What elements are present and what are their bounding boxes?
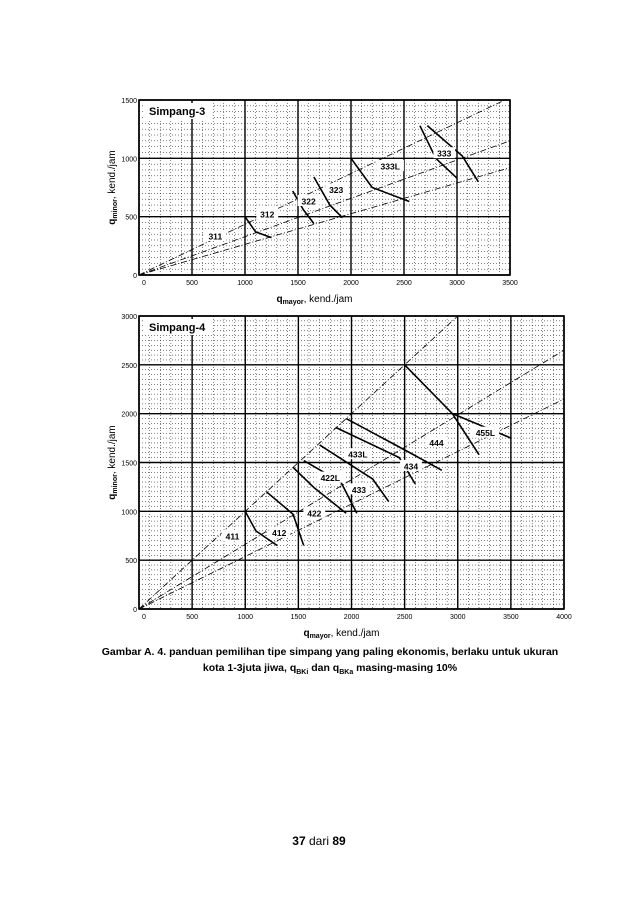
y-tick-label: 500 [125,558,137,566]
y-axis-label [107,425,119,499]
guide-line-middle [139,141,510,275]
region-label-434: 434 [403,461,419,472]
y-tick-label: 2500 [121,362,137,370]
simpang-4-chart [0,305,638,645]
x-axis-label-sub: mayor [309,633,331,640]
figure-caption [60,644,600,681]
page-total: 89 [332,834,346,848]
x-tick-label: 3000 [449,614,466,621]
y-tick-label: 1500 [121,460,137,468]
chart-title: Simpang-3 [149,106,206,118]
y-tick-label: 500 [125,214,137,222]
x-tick-label: 3500 [502,280,518,287]
x-axis-label-main: q [303,628,310,639]
region-label-444: 444 [429,437,444,448]
x-tick-label: 500 [186,614,198,621]
y-tick-label: 3000 [121,314,137,321]
y-axis-label-main: q [107,493,118,500]
x-tick-label: 1500 [290,280,306,287]
region-label-422L: 422L [320,473,340,484]
x-tick-label: 0 [142,614,146,621]
caption-text-c: masing-masing 10% [353,662,458,674]
x-tick-label: 2000 [343,280,359,287]
y-tick-label: 0 [133,273,137,280]
region-label-433L: 433L [348,449,368,460]
x-tick-label: 1000 [237,614,254,621]
y-axis-label [107,150,119,224]
page-number [0,834,638,848]
x-tick-label: 3000 [449,280,465,287]
x-axis-label-rest: , kend./jam [330,628,380,639]
x-axis-label [303,628,379,640]
x-axis-label-main: q [276,294,283,305]
region-label-411: 411 [225,531,240,542]
guide-line-lower [139,168,510,275]
region-label-455L: 455L [475,428,496,439]
caption-text-a: kota 1-3juta jiwa, q [202,662,297,674]
region-label-312: 312 [260,209,275,220]
y-tick-label: 0 [133,607,137,614]
region-label-412: 412 [272,527,287,538]
y-axis-label-rest: , kend./jam [107,150,118,200]
region-label-311: 311 [208,231,223,242]
y-tick-label: 2000 [121,411,137,419]
boundary-line [245,217,272,238]
y-axis-label-sub: minor [112,199,119,219]
x-tick-label: 4000 [556,614,572,621]
y-axis-label-sub: minor [112,474,119,494]
page-separator: dari [308,834,329,848]
region-label-322: 322 [301,196,316,207]
x-tick-label: 1000 [237,280,253,287]
region-label-333: 333 [437,148,452,159]
chart-title: Simpang-4 [149,322,206,334]
x-tick-label: 500 [186,280,198,287]
x-tick-label: 2000 [343,614,360,621]
caption-sub-bki: BKi [296,669,309,677]
y-axis-label-main: q [107,218,118,225]
y-tick-label: 1500 [121,98,137,105]
x-axis-label-rest: , kend./jam [303,294,353,305]
x-tick-label: 2500 [396,280,412,287]
caption-line-1: Gambar A. 4. panduan pemilihan tipe simpang yang paling ekonomis, berlaku untuk ukuran [101,646,559,658]
caption-text-b: dan q [308,662,340,674]
x-tick-label: 0 [142,280,146,287]
y-tick-label: 1000 [121,156,137,164]
caption-line-2 [60,660,600,681]
x-tick-label: 2500 [396,614,413,621]
x-tick-label: 3500 [503,614,519,621]
x-tick-label: 1500 [290,614,307,621]
y-axis-label-rest: , kend./jam [107,425,118,475]
region-label-333L: 333L [380,161,400,172]
region-label-422: 422 [307,508,322,519]
caption-sub-bka: BKa [339,669,354,677]
x-axis-label-sub: mayor [282,299,304,306]
region-label-433: 433 [351,484,367,495]
region-label-323: 323 [329,184,344,195]
page-current: 37 [292,834,306,848]
y-tick-label: 1000 [121,509,137,517]
